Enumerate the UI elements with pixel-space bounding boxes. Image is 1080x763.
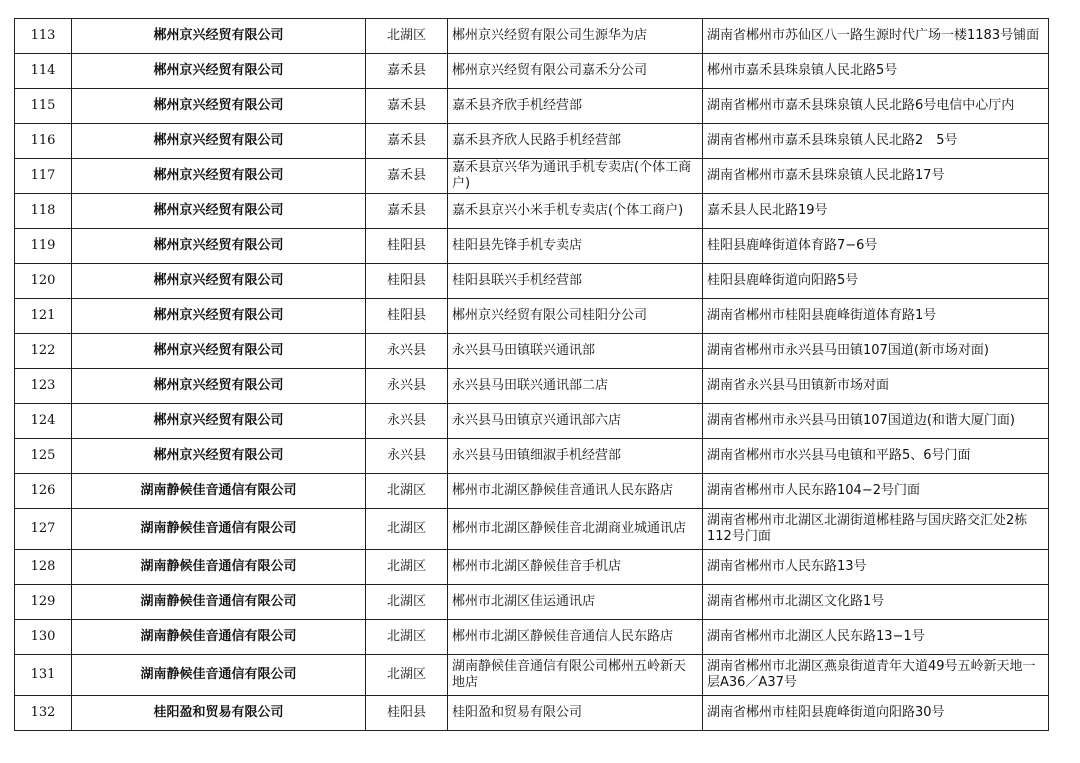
company-name: 郴州京兴经贸有限公司 — [72, 264, 366, 299]
company-name: 郴州京兴经贸有限公司 — [72, 19, 366, 54]
store-address: 湖南省永兴县马田镇新市场对面 — [703, 369, 1049, 404]
row-number: 131 — [15, 655, 72, 696]
district: 永兴县 — [366, 369, 448, 404]
district: 嘉禾县 — [366, 89, 448, 124]
store-name: 郴州市北湖区佳运通讯店 — [448, 585, 703, 620]
company-name: 郴州京兴经贸有限公司 — [72, 229, 366, 264]
store-address: 湖南省郴州市水兴县马电镇和平路5、6号门面 — [703, 439, 1049, 474]
row-number: 127 — [15, 509, 72, 550]
table-row — [15, 54, 1049, 89]
store-name: 郴州京兴经贸有限公司桂阳分公司 — [448, 299, 703, 334]
store-address: 郴州市嘉禾县珠泉镇人民北路5号 — [703, 54, 1049, 89]
company-name: 郴州京兴经贸有限公司 — [72, 159, 366, 194]
district: 桂阳县 — [366, 264, 448, 299]
company-name: 郴州京兴经贸有限公司 — [72, 54, 366, 89]
district: 嘉禾县 — [366, 124, 448, 159]
table-row — [15, 299, 1049, 334]
district: 桂阳县 — [366, 299, 448, 334]
table-row — [15, 550, 1049, 585]
store-name: 永兴县马田镇京兴通讯部六店 — [448, 404, 703, 439]
store-name: 郴州市北湖区静候佳音通信人民东路店 — [448, 620, 703, 655]
table-row — [15, 229, 1049, 264]
row-number: 118 — [15, 194, 72, 229]
store-name: 永兴县马田镇联兴通讯部 — [448, 334, 703, 369]
store-name: 桂阳县先锋手机专卖店 — [448, 229, 703, 264]
store-address: 湖南省郴州市苏仙区八一路生源时代广场一楼1183号铺面 — [703, 19, 1049, 54]
district: 北湖区 — [366, 585, 448, 620]
company-name: 郴州京兴经贸有限公司 — [72, 439, 366, 474]
row-number: 115 — [15, 89, 72, 124]
store-name: 桂阳盈和贸易有限公司 — [448, 696, 703, 731]
store-name: 湖南静候佳音通信有限公司郴州五岭新天地店 — [448, 655, 703, 696]
store-registry-table — [14, 18, 1049, 731]
store-name: 永兴县马田镇细淑手机经营部 — [448, 439, 703, 474]
store-address: 湖南省郴州市北湖区人民东路13−1号 — [703, 620, 1049, 655]
store-address: 嘉禾县人民北路19号 — [703, 194, 1049, 229]
row-number: 124 — [15, 404, 72, 439]
row-number: 114 — [15, 54, 72, 89]
store-address: 湖南省郴州市北湖区北湖街道郴桂路与国庆路交汇处2栋112号门面 — [703, 509, 1049, 550]
row-number: 130 — [15, 620, 72, 655]
store-address: 桂阳县鹿峰街道向阳路5号 — [703, 264, 1049, 299]
table-row — [15, 509, 1049, 550]
store-address: 湖南省郴州市嘉禾县珠泉镇人民北路2 5号 — [703, 124, 1049, 159]
district: 北湖区 — [366, 655, 448, 696]
district: 嘉禾县 — [366, 54, 448, 89]
company-name: 郴州京兴经贸有限公司 — [72, 194, 366, 229]
table-row — [15, 19, 1049, 54]
store-name: 郴州市北湖区静候佳音通讯人民东路店 — [448, 474, 703, 509]
table-row — [15, 474, 1049, 509]
store-name: 嘉禾县京兴小米手机专卖店(个体工商户) — [448, 194, 703, 229]
company-name: 桂阳盈和贸易有限公司 — [72, 696, 366, 731]
row-number: 121 — [15, 299, 72, 334]
table-row — [15, 655, 1049, 696]
row-number: 128 — [15, 550, 72, 585]
company-name: 郴州京兴经贸有限公司 — [72, 299, 366, 334]
row-number: 113 — [15, 19, 72, 54]
row-number: 120 — [15, 264, 72, 299]
store-name: 嘉禾县齐欣手机经营部 — [448, 89, 703, 124]
company-name: 湖南静候佳音通信有限公司 — [72, 655, 366, 696]
row-number: 123 — [15, 369, 72, 404]
store-address: 湖南省郴州市嘉禾县珠泉镇人民北路6号电信中心厅内 — [703, 89, 1049, 124]
company-name: 郴州京兴经贸有限公司 — [72, 404, 366, 439]
district: 永兴县 — [366, 334, 448, 369]
district: 北湖区 — [366, 620, 448, 655]
district: 北湖区 — [366, 509, 448, 550]
district: 永兴县 — [366, 404, 448, 439]
table-row — [15, 89, 1049, 124]
district: 桂阳县 — [366, 229, 448, 264]
table-row — [15, 369, 1049, 404]
row-number: 126 — [15, 474, 72, 509]
company-name: 湖南静候佳音通信有限公司 — [72, 550, 366, 585]
table-row — [15, 620, 1049, 655]
store-name: 郴州市北湖区静候佳音手机店 — [448, 550, 703, 585]
store-address: 湖南省郴州市永兴县马田镇107国道边(和谐大厦门面) — [703, 404, 1049, 439]
district: 嘉禾县 — [366, 194, 448, 229]
table-row — [15, 194, 1049, 229]
table-row — [15, 696, 1049, 731]
company-name: 湖南静候佳音通信有限公司 — [72, 585, 366, 620]
store-address: 湖南省郴州市桂阳县鹿峰街道体育路1号 — [703, 299, 1049, 334]
store-address: 湖南省郴州市北湖区燕泉街道青年大道49号五岭新天地一层A36／A37号 — [703, 655, 1049, 696]
row-number: 122 — [15, 334, 72, 369]
row-number: 129 — [15, 585, 72, 620]
district: 嘉禾县 — [366, 159, 448, 194]
table-row — [15, 124, 1049, 159]
store-address: 湖南省郴州市桂阳县鹿峰街道向阳路30号 — [703, 696, 1049, 731]
company-name: 湖南静候佳音通信有限公司 — [72, 509, 366, 550]
table-row — [15, 585, 1049, 620]
company-name: 郴州京兴经贸有限公司 — [72, 124, 366, 159]
row-number: 132 — [15, 696, 72, 731]
row-number: 117 — [15, 159, 72, 194]
store-address: 湖南省郴州市人民东路104−2号门面 — [703, 474, 1049, 509]
table-row — [15, 334, 1049, 369]
row-number: 125 — [15, 439, 72, 474]
district: 永兴县 — [366, 439, 448, 474]
table-row — [15, 439, 1049, 474]
district: 桂阳县 — [366, 696, 448, 731]
table-row — [15, 404, 1049, 439]
company-name: 郴州京兴经贸有限公司 — [72, 369, 366, 404]
table-row — [15, 264, 1049, 299]
table-row — [15, 159, 1049, 194]
company-name: 郴州京兴经贸有限公司 — [72, 334, 366, 369]
store-address: 湖南省郴州市嘉禾县珠泉镇人民北路17号 — [703, 159, 1049, 194]
company-name: 郴州京兴经贸有限公司 — [72, 89, 366, 124]
company-name: 湖南静候佳音通信有限公司 — [72, 474, 366, 509]
store-name: 郴州京兴经贸有限公司生源华为店 — [448, 19, 703, 54]
company-name: 湖南静候佳音通信有限公司 — [72, 620, 366, 655]
district: 北湖区 — [366, 474, 448, 509]
district: 北湖区 — [366, 19, 448, 54]
row-number: 116 — [15, 124, 72, 159]
store-address: 湖南省郴州市人民东路13号 — [703, 550, 1049, 585]
store-name: 郴州市北湖区静候佳音北湖商业城通讯店 — [448, 509, 703, 550]
store-name: 嘉禾县齐欣人民路手机经营部 — [448, 124, 703, 159]
district: 北湖区 — [366, 550, 448, 585]
store-address: 湖南省郴州市北湖区文化路1号 — [703, 585, 1049, 620]
store-address: 湖南省郴州市永兴县马田镇107国道(新市场对面) — [703, 334, 1049, 369]
row-number: 119 — [15, 229, 72, 264]
store-name: 桂阳县联兴手机经营部 — [448, 264, 703, 299]
store-address: 桂阳县鹿峰街道体育路7−6号 — [703, 229, 1049, 264]
store-name: 郴州京兴经贸有限公司嘉禾分公司 — [448, 54, 703, 89]
store-name: 嘉禾县京兴华为通讯手机专卖店(个体工商户) — [448, 159, 703, 194]
store-name: 永兴县马田联兴通讯部二店 — [448, 369, 703, 404]
